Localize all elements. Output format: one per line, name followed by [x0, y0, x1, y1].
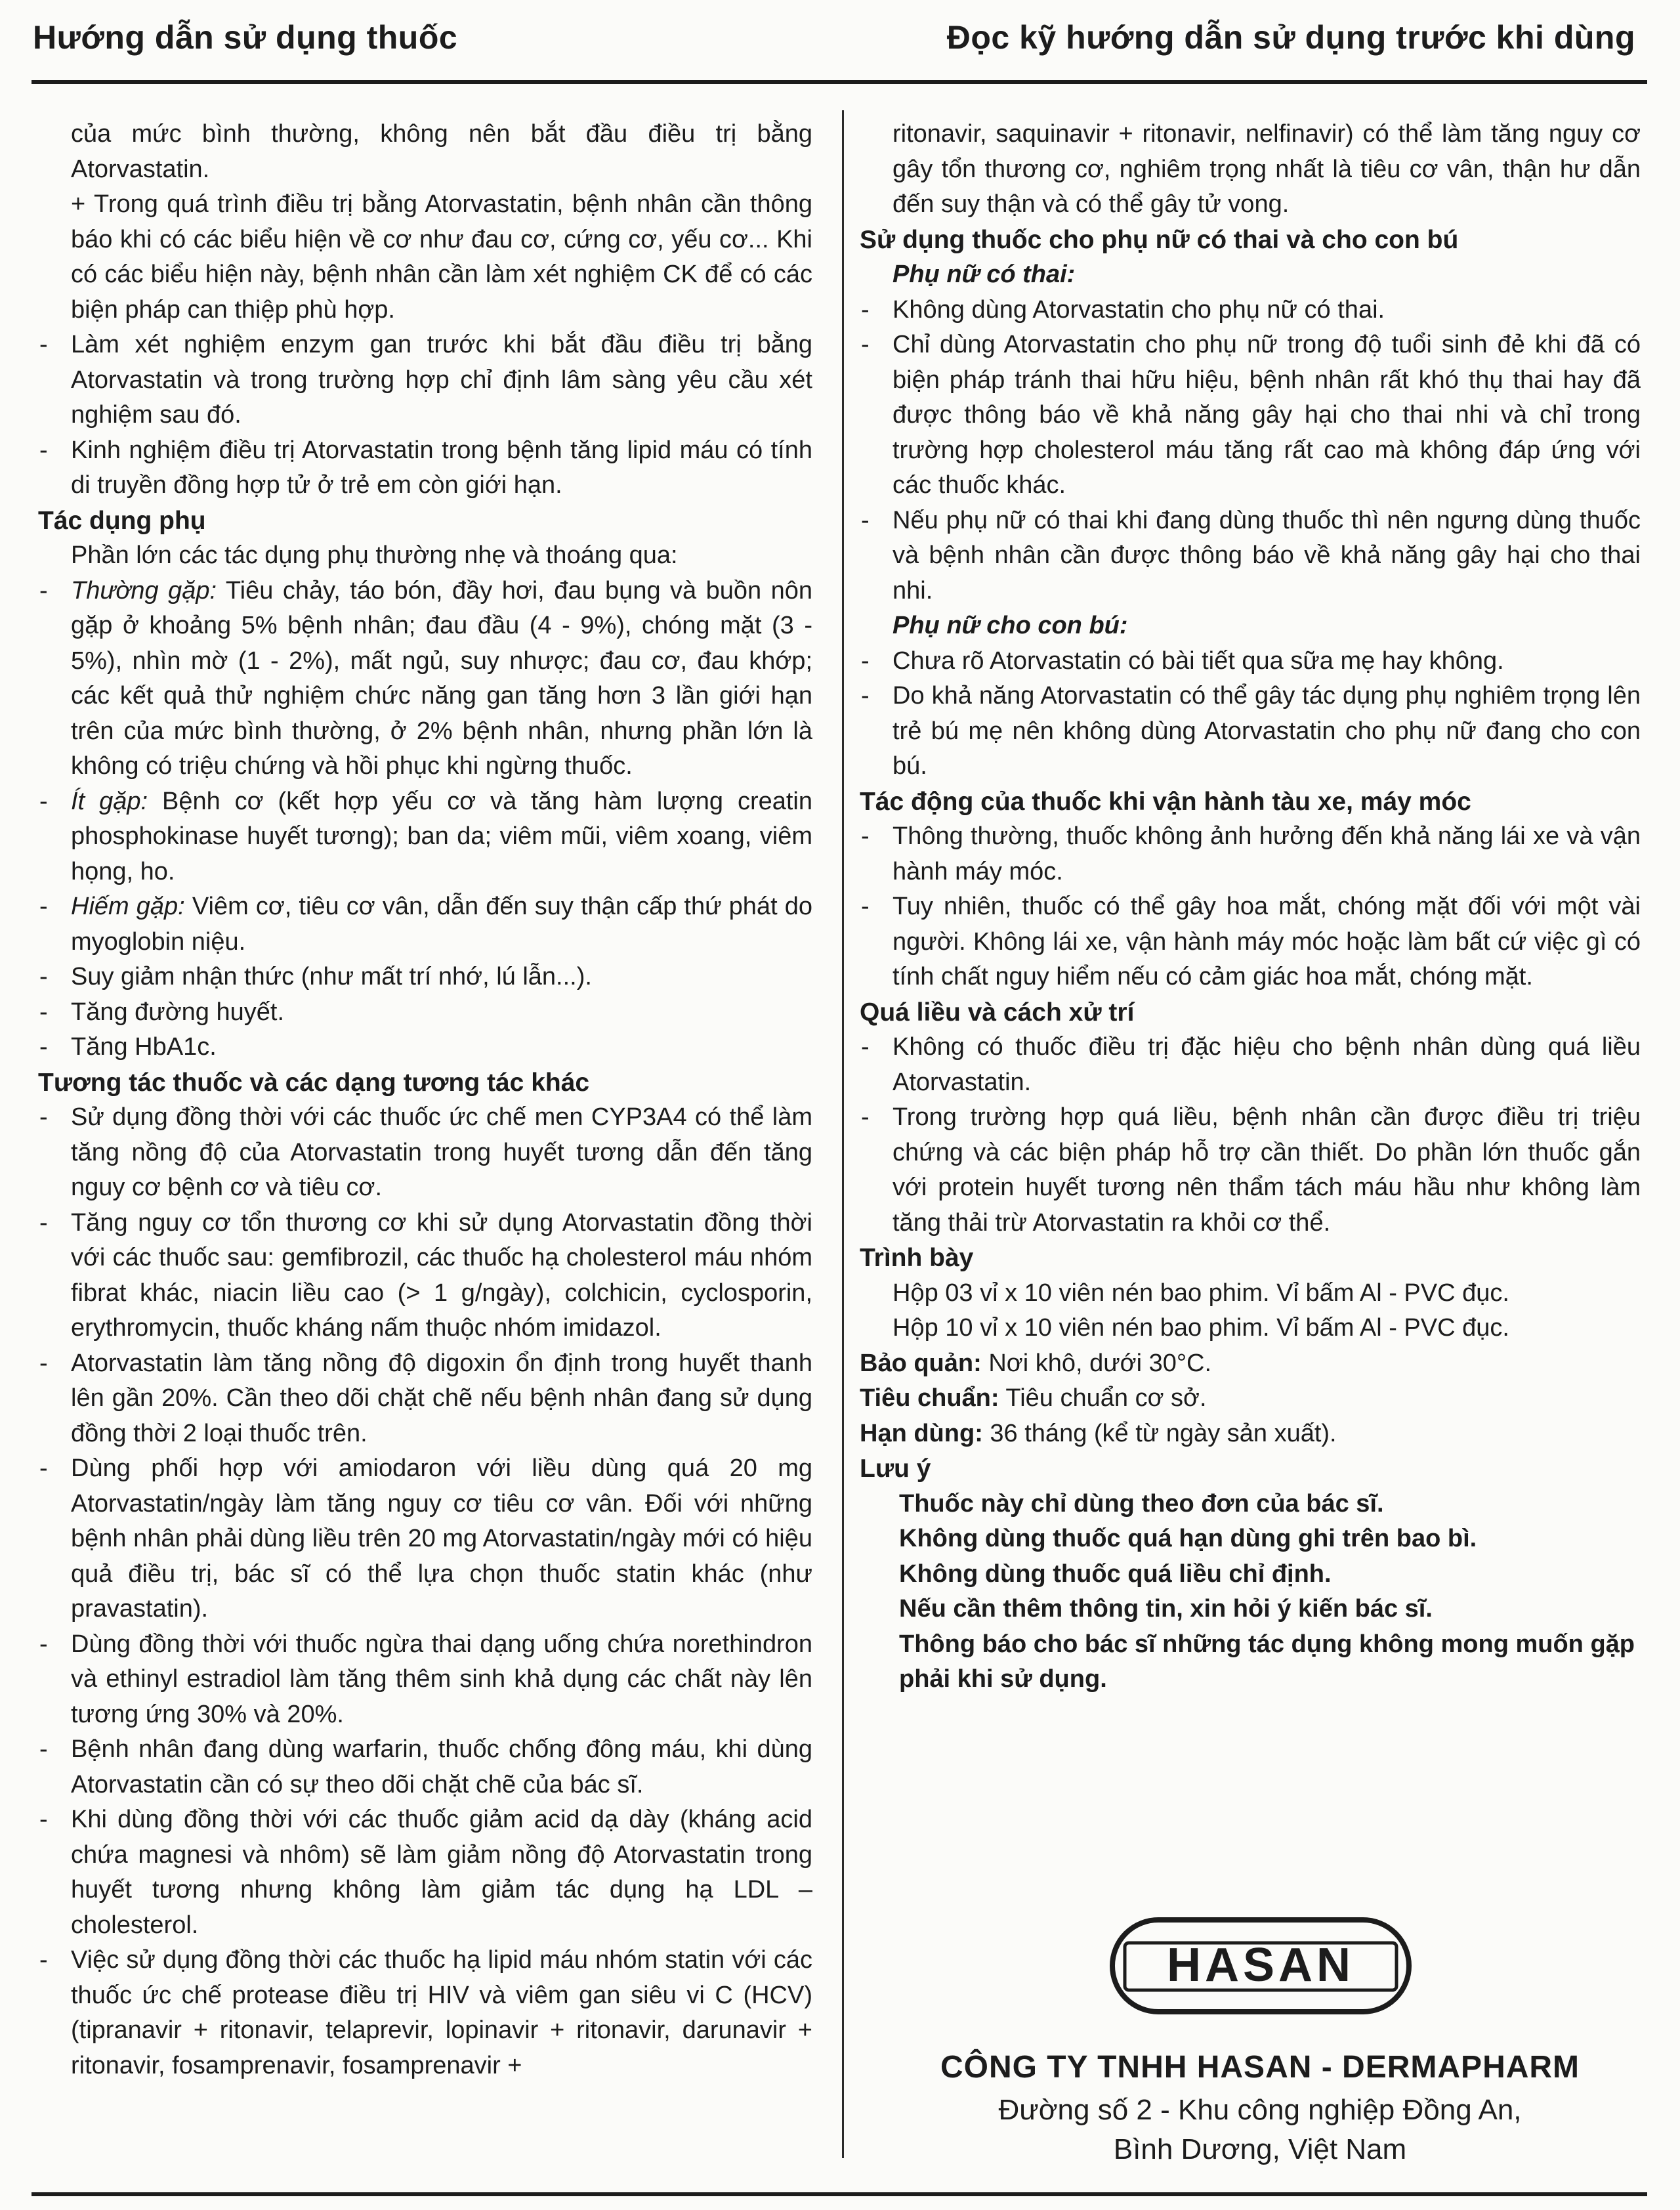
list-item: - Tăng đường huyết.: [38, 995, 812, 1031]
expiry-line: [860, 1416, 1641, 1452]
text-uncommon: Bệnh cơ (kết hợp yếu cơ và tăng hàm lượng creatin phosphokinase huyết tương); ban da; viêm mũi, viêm xoang, viêm họng, ho.: [71, 787, 812, 885]
text-common: Tiêu chảy, táo bón, đầy hơi, đau bụng và buồn nôn gặp ở khoảng 5% bệnh nhân; đau đầu (4 - 9%), chóng mặt (3 - 5%), nhìn mờ (1 - 2%), mất ngủ, suy nhược; đau cơ, đau khớp; các kết quả thử nghiệm chức năng gan tăng hơn 3 lần giới hạn trên của mức bình thường, ở 2% bệnh nhân, nhưng phần lớn là không có triệu chứng và hồi phục khi ngừng thuốc.: [71, 576, 813, 780]
list-item: - Do khả năng Atorvastatin có thể gây tác dụng phụ nghiêm trọng lên trẻ bú mẹ nên không dùng Atorvastatin cho phụ nữ đang cho con bú.: [860, 679, 1641, 784]
list-item: - Chỉ dùng Atorvastatin cho phụ nữ trong độ tuổi sinh đẻ khi đã có biện pháp tránh thai hữu hiệu, bệnh nhân rất khó thụ thai hay đã được thông báo về khả năng gây hại cho thai nhi và chỉ trong trường hợp cholesterol máu tăng rất cao mà không đáp ứng với các thuốc khác.: [860, 328, 1641, 503]
text-rare: Viêm cơ, tiêu cơ vân, dẫn đến suy thận cấp thứ phát do myoglobin niệu.: [71, 893, 812, 956]
storage-label: Bảo quản:: [860, 1349, 982, 1377]
list-item: - Thông thường, thuốc không ảnh hưởng đến khả năng lái xe và vận hành máy móc.: [860, 819, 1641, 889]
side-effect-rare: [38, 889, 812, 960]
hasan-logo: [1109, 1917, 1412, 2015]
list-item: - Trong trường hợp quá liều, bệnh nhân cần được điều trị triệu chứng và các biện pháp hỗ trợ cần thiết. Do phần lớn thuốc gắn với protein huyết tương nên thẩm tách máu hầu như không làm tăng thải trừ Atorvastatin ra khỏi cơ thể.: [860, 1100, 1641, 1241]
footer-divider: [32, 2192, 1647, 2196]
company-address-line2: Bình Dương, Việt Nam: [1113, 2133, 1407, 2165]
intro-paragraph: của mức bình thường, không nên bắt đầu điều trị bằng Atorvastatin.: [71, 120, 812, 183]
section-heading-driving: Tác động của thuốc khi vận hành tàu xe, máy móc: [860, 787, 1471, 816]
expiry-label: Hạn dùng:: [860, 1419, 983, 1447]
storage-value: Nơi khô, dưới 30°C.: [981, 1349, 1212, 1377]
note-line: Thuốc này chỉ dùng theo đơn của bác sĩ.: [899, 1489, 1384, 1518]
right-column: [860, 117, 1641, 1697]
presentation-item: Hộp 03 vỉ x 10 viên nén bao phim. Vỉ bấm Al - PVC đục.: [892, 1279, 1509, 1307]
section-heading-overdose: Quá liều và cách xử trí: [860, 998, 1135, 1027]
list-item: - Không dùng Atorvastatin cho phụ nữ có thai.: [860, 293, 1641, 328]
list-item: - Dùng đồng thời với thuốc ngừa thai dạng uống chứa norethindron và ethinyl estradiol làm tăng thêm sinh khả dụng các chất này lên tương ứng 30% và 20%.: [38, 1627, 812, 1733]
list-item: - Không có thuốc điều trị đặc hiệu cho bệnh nhân dùng quá liều Atorvastatin.: [860, 1030, 1641, 1100]
list-item: - Dùng phối hợp với amiodaron với liều dùng quá 20 mg Atorvastatin/ngày làm tăng nguy cơ tiêu cơ vân. Đối với những bệnh nhân phải dùng liều trên 20 mg Atorvastatin/ngày mới có hiệu quả điều trị, bác sĩ có thể lựa chọn thuốc statin khác (như pravastatin).: [38, 1451, 812, 1627]
standard-value: Tiêu chuẩn cơ sở.: [999, 1384, 1207, 1412]
section-heading-interactions: Tương tác thuốc và các dạng tương tác khác: [38, 1068, 590, 1097]
storage-line: [860, 1346, 1641, 1382]
standard-label: Tiêu chuẩn:: [860, 1384, 999, 1412]
section-heading-notes: Lưu ý: [860, 1455, 931, 1483]
list-item: - Sử dụng đồng thời với các thuốc ức chế men CYP3A4 có thể làm tăng nồng độ của Atorvastatin trong huyết tương dẫn đến tăng nguy cơ bệnh cơ và tiêu cơ.: [38, 1100, 812, 1206]
list-item: - Suy giảm nhận thức (như mất trí nhớ, lú lẫn...).: [38, 960, 812, 995]
header-divider: [32, 80, 1647, 84]
note-line: Không dùng thuốc quá liều chỉ định.: [899, 1560, 1332, 1588]
list-item: - Khi dùng đồng thời với các thuốc giảm acid dạ dày (kháng acid chứa magnesi và nhôm) sẽ làm giảm nồng độ Atorvastatin trong huyết tương nhưng không làm giảm tác dụng hạ LDL – cholesterol.: [38, 1802, 812, 1943]
list-item: - Atorvastatin làm tăng nồng độ digoxin ổn định trong huyết thanh lên gần 20%. Cần theo dõi chặt chẽ nếu bệnh nhân đang sử dụng đồng thời 2 loại thuốc trên.: [38, 1346, 812, 1452]
list-item: - Làm xét nghiệm enzym gan trước khi bắt đầu điều trị bằng Atorvastatin và trong trường hợp chỉ định lâm sàng yêu cầu xét nghiệm sau đó.: [38, 328, 812, 433]
logo-text: HASAN: [1166, 1939, 1355, 1991]
intro-paragraph-2: + Trong quá trình điều trị bằng Atorvastatin, bệnh nhân cần thông báo khi có các biểu hiện về cơ như đau cơ, cứng cơ, yếu cơ... Khi có các biểu hiện này, bệnh nhân cần làm xét nghiệm CK để có các biện pháp can thiệp phù hợp.: [71, 190, 812, 324]
continuation-paragraph: ritonavir, saquinavir + ritonavir, nelfinavir) có thể làm tăng nguy cơ gây tổn thương cơ, nghiêm trọng nhất là tiêu cơ vân, thận hư dẫn đến suy thận và có thể gây tử vong.: [892, 120, 1641, 218]
header-title-right: Đọc kỹ hướng dẫn sử dụng trước khi dùng: [946, 19, 1635, 56]
subheading-breastfeeding: Phụ nữ cho con bú:: [892, 612, 1128, 639]
expiry-value: 36 tháng (kể từ ngày sản xuất).: [982, 1419, 1337, 1447]
company-address-line1: Đường số 2 - Khu công nghiệp Đồng An,: [998, 2094, 1522, 2126]
list-item: - Việc sử dụng đồng thời các thuốc hạ lipid máu nhóm statin với các thuốc ức chế protease điều trị HIV và viêm gan siêu vi C (HCV) (tipranavir + ritonavir, telaprevir, lopinavir + ritonavir, darunavir + ritonavir, fosamprenavir, fosamprenavir +: [38, 1943, 812, 2083]
company-name: CÔNG TY TNHH HASAN - DERMAPHARM: [940, 2050, 1580, 2085]
presentation-item: Hộp 10 vỉ x 10 viên nén bao phim. Vỉ bấm Al - PVC đục.: [892, 1314, 1509, 1342]
section-heading-presentation: Trình bày: [860, 1244, 974, 1272]
list-item: - Bệnh nhân đang dùng warfarin, thuốc chống đông máu, khi dùng Atorvastatin cần có sự theo dõi chặt chẽ của bác sĩ.: [38, 1732, 812, 1802]
section-heading-pregnancy: Sử dụng thuốc cho phụ nữ có thai và cho con bú: [860, 225, 1459, 254]
list-item: - Tuy nhiên, thuốc có thể gây hoa mắt, chóng mặt đối với một vài người. Không lái xe, vận hành máy móc hoặc làm bất cứ việc gì có tính chất nguy hiểm nếu có cảm giác hoa mắt, chóng mặt.: [860, 889, 1641, 995]
note-line: Nếu cần thêm thông tin, xin hỏi ý kiến bác sĩ.: [899, 1595, 1433, 1623]
column-divider: [842, 110, 844, 2158]
side-effects-intro: Phần lớn các tác dụng phụ thường nhẹ và thoáng qua:: [71, 542, 678, 569]
label-uncommon: Ít gặp:: [71, 787, 148, 815]
list-item: - Chưa rõ Atorvastatin có bài tiết qua sữa mẹ hay không.: [860, 644, 1641, 679]
list-item: - Kinh nghiệm điều trị Atorvastatin trong bệnh tăng lipid máu có tính di truyền đồng hợp tử ở trẻ em còn giới hạn.: [38, 433, 812, 503]
label-rare: Hiếm gặp:: [71, 893, 185, 920]
standard-line: [860, 1381, 1641, 1416]
note-line: Không dùng thuốc quá hạn dùng ghi trên bao bì.: [899, 1525, 1477, 1552]
side-effect-common: [38, 574, 812, 784]
side-effect-uncommon: [38, 784, 812, 890]
list-item: - Tăng HbA1c.: [38, 1030, 812, 1065]
header-title-left: Hướng dẫn sử dụng thuốc: [33, 19, 458, 56]
list-item: - Tăng nguy cơ tổn thương cơ khi sử dụng Atorvastatin đồng thời với các thuốc sau: gemfibrozil, các thuốc hạ cholesterol máu nhóm fibrat khác, niacin liều cao (> 1 g/ngày), colchicin, cyclosporin, erythromycin, thuốc kháng nấm thuộc nhóm imidazol.: [38, 1206, 812, 1346]
left-column: [38, 117, 812, 2083]
list-item: - Nếu phụ nữ có thai khi đang dùng thuốc thì nên ngưng dùng thuốc và bệnh nhân cần được thông báo về khả năng gây hại cho thai nhi.: [860, 503, 1641, 609]
label-common: Thường gặp:: [71, 576, 217, 605]
section-heading-side-effects: Tác dụng phụ: [38, 506, 206, 535]
subheading-pregnant: Phụ nữ có thai:: [892, 261, 1076, 288]
note-line: Thông báo cho bác sĩ những tác dụng không mong muốn gặp phải khi sử dụng.: [899, 1630, 1635, 1693]
